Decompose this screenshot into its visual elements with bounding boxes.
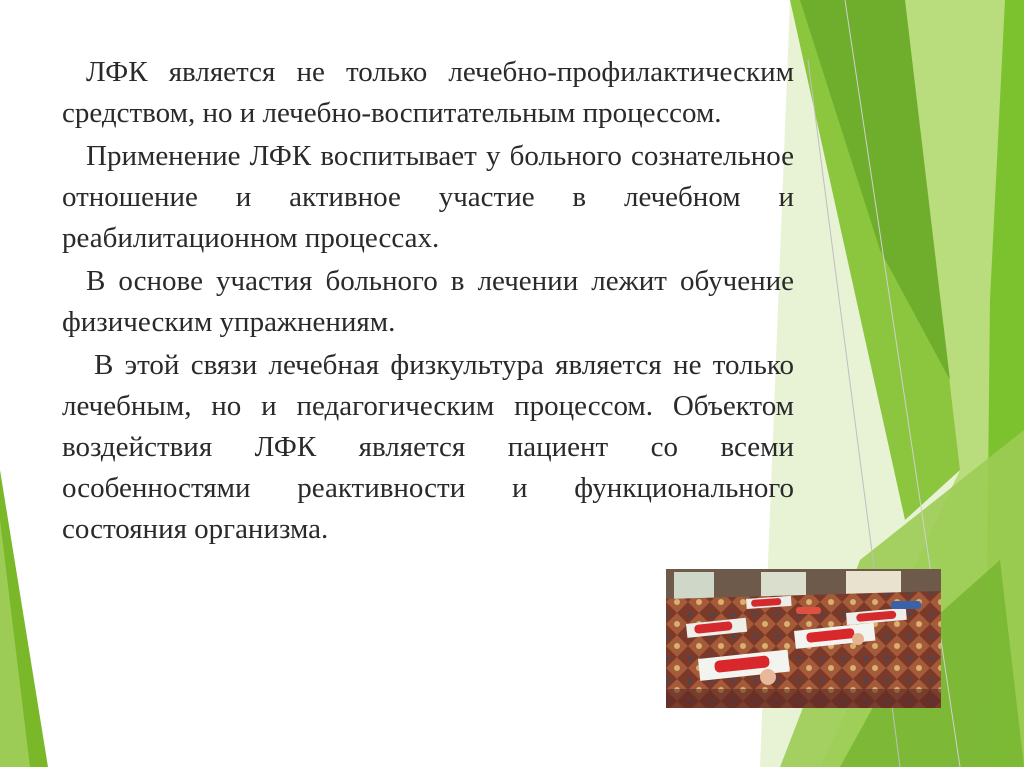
paragraph-3-text: В основе участия больного в лечении лежит обучение физическим упражнениям. — [62, 265, 794, 338]
photo-child — [796, 607, 821, 614]
photo-illustration — [666, 569, 941, 708]
photo-window — [761, 572, 806, 598]
paragraph-2-text: Применение ЛФК воспитывает у больного сознательное отношение и активное участие в лечебном и реабилитационном процессах. — [62, 140, 794, 254]
main-text — [62, 52, 794, 550]
paragraph-1 — [62, 52, 794, 134]
photo-child-head — [760, 669, 776, 685]
photo-child — [891, 601, 921, 609]
paragraph-4 — [62, 345, 794, 550]
photo-window — [674, 572, 714, 600]
paragraph-4-text: В этой связи лечебная физкультура является не только лечебным, но и педагогическим процессом. Объектом воздействия ЛФК является пациент со всеми особенностями реактивности и функционального состояния организма. — [62, 349, 794, 545]
paragraph-3 — [62, 261, 794, 343]
paragraph-1-text: ЛФК является не только лечебно-профилактическим средством, но и лечебно-воспитательным процессом. — [62, 56, 794, 129]
paragraph-2 — [62, 136, 794, 259]
photo-children-exercising — [666, 569, 941, 708]
